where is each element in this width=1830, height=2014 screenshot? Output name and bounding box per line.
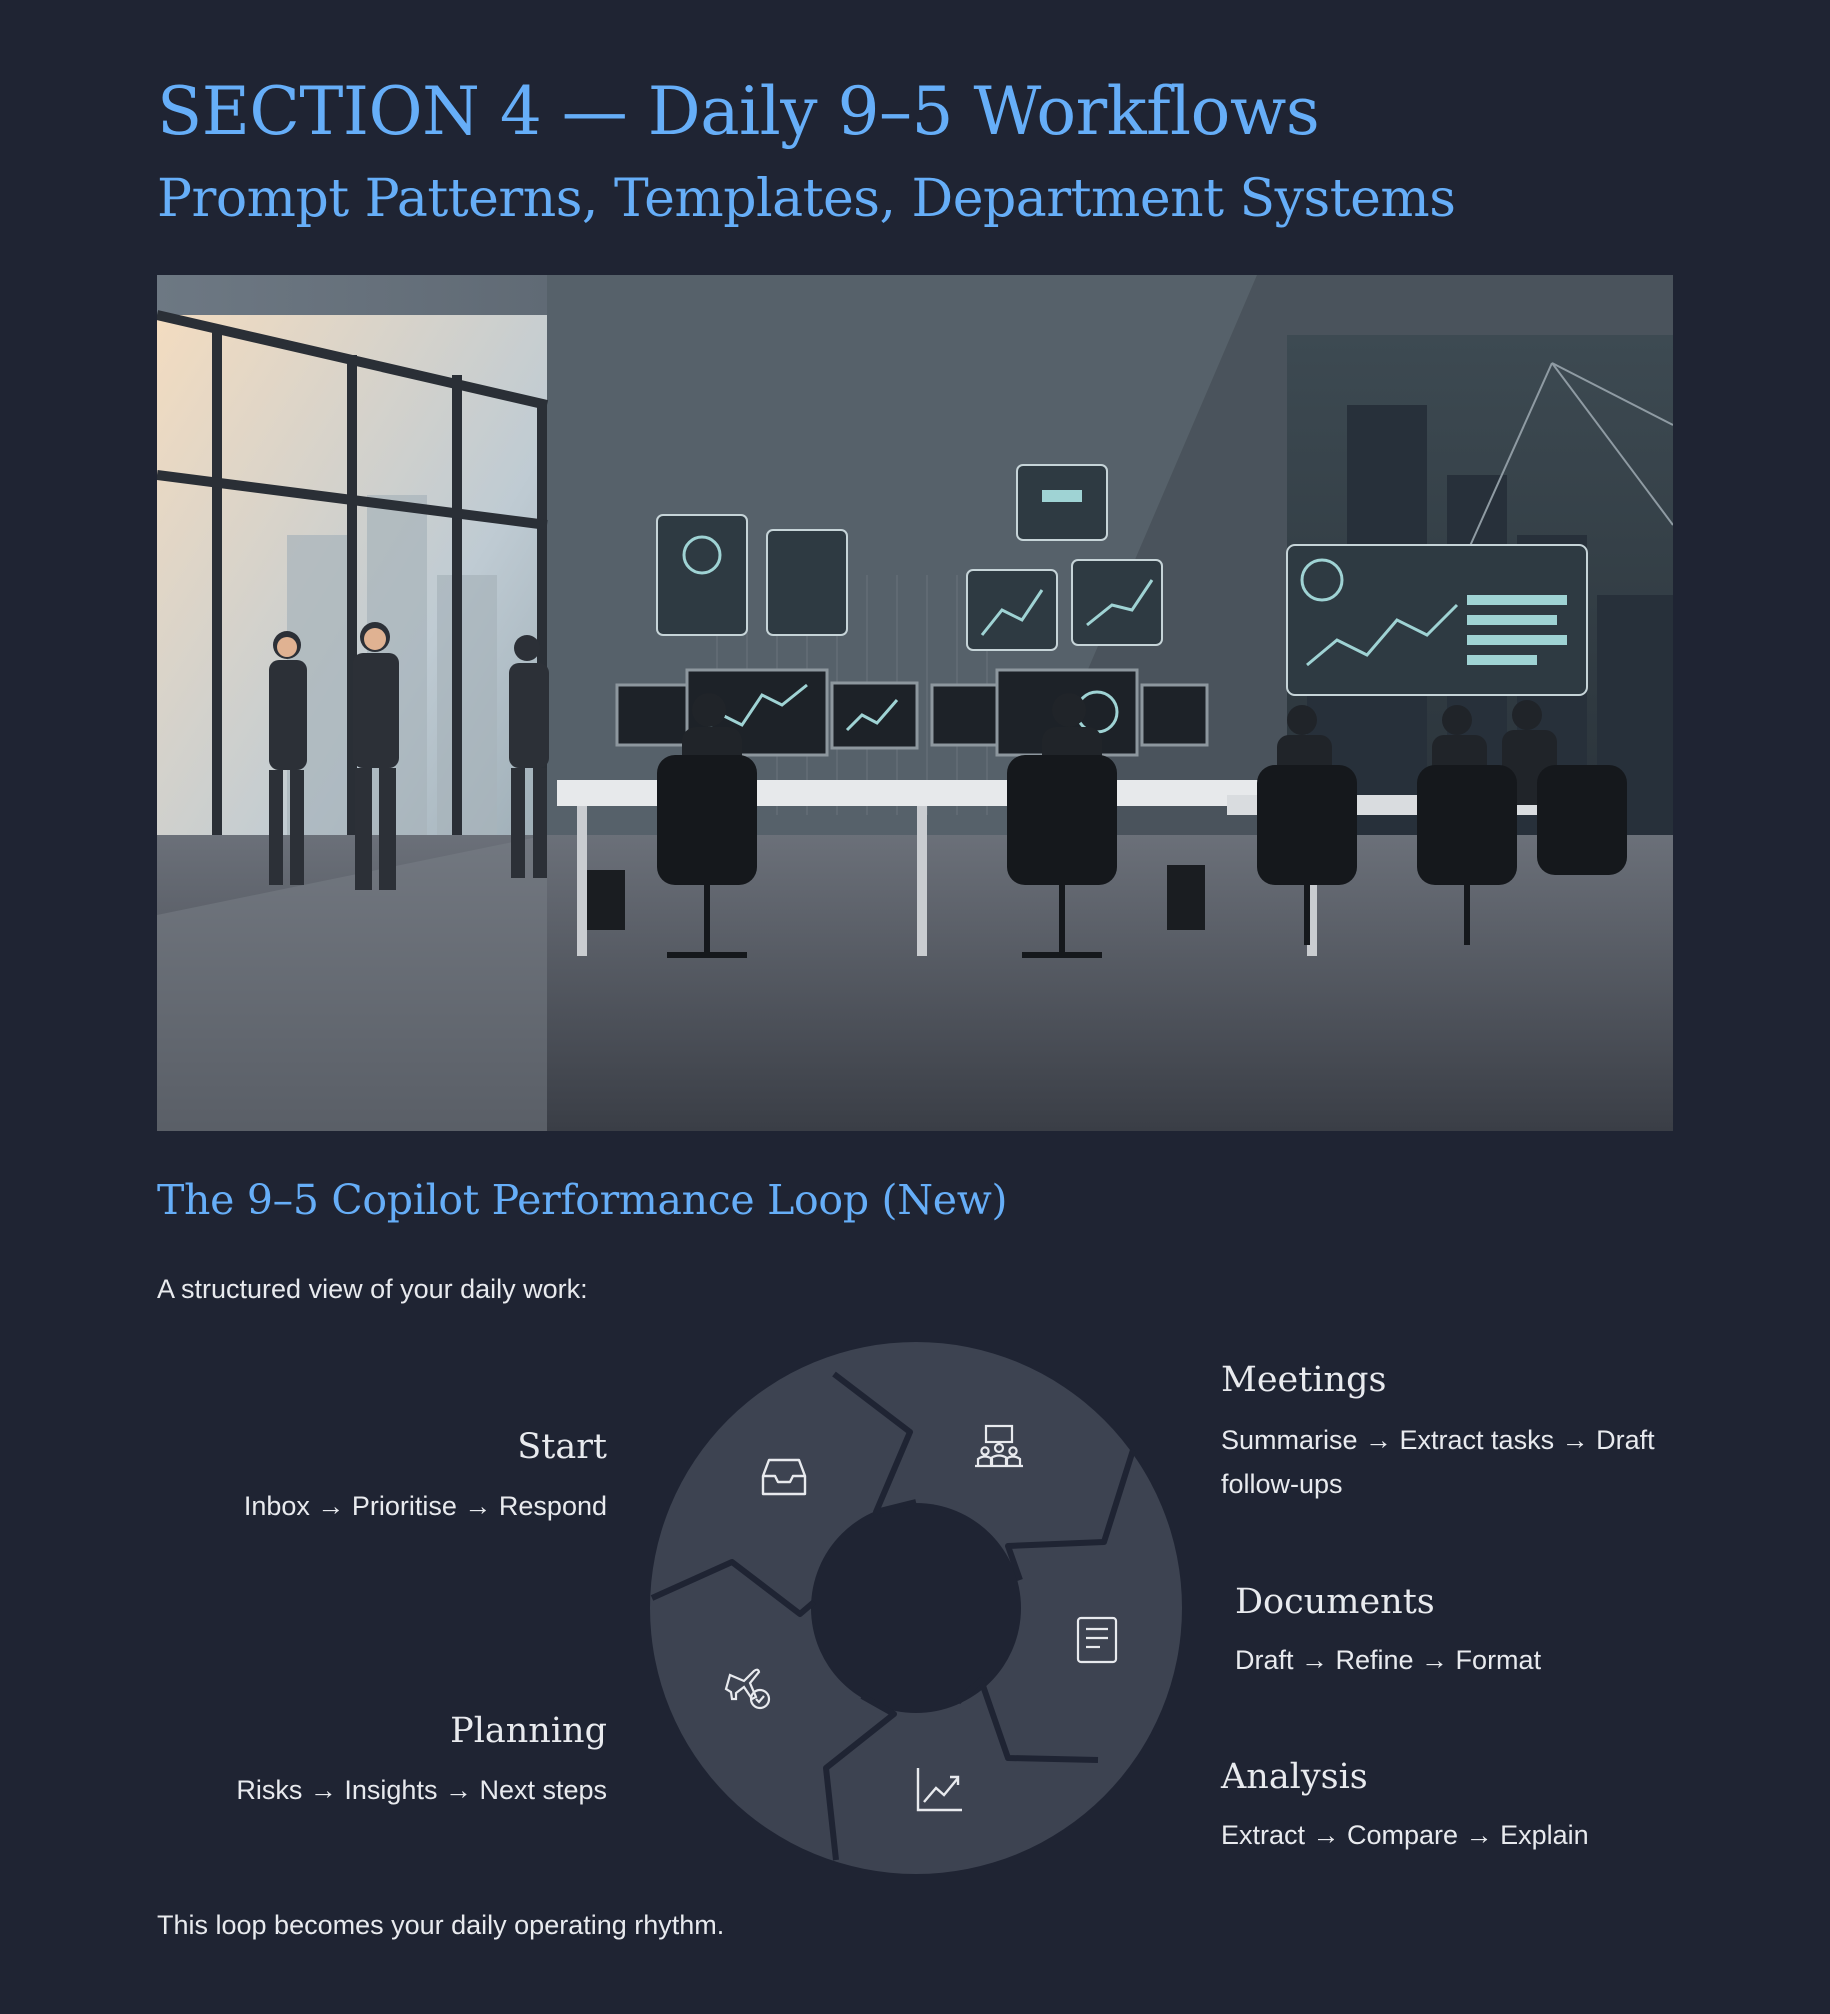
step-label-meetings: Meetings bbox=[1221, 1360, 1387, 1400]
step-label-documents: Documents bbox=[1235, 1582, 1435, 1622]
step-label-analysis: Analysis bbox=[1221, 1757, 1368, 1797]
page-subtitle: Prompt Patterns, Templates, Department Systems bbox=[157, 169, 1456, 229]
step-label-start: Start bbox=[517, 1427, 607, 1467]
loop-outro-text: This loop becomes your daily operating rhythm. bbox=[157, 1910, 725, 1940]
step-flow-planning: Risks → Insights → Next steps bbox=[236, 1775, 607, 1805]
loop-heading: The 9–5 Copilot Performance Loop (New) bbox=[157, 1176, 1008, 1224]
loop-wheel bbox=[648, 1340, 1184, 1876]
step-label-planning: Planning bbox=[450, 1711, 607, 1751]
wheel-center bbox=[811, 1503, 1021, 1713]
hero-image bbox=[157, 275, 1673, 1131]
step-flow-meetings: Summarise → Extract tasks → Draft follow-ups bbox=[1221, 1425, 1655, 1499]
loop-intro-text: A structured view of your daily work: bbox=[157, 1274, 588, 1304]
step-flow-start: Inbox → Prioritise → Respond bbox=[243, 1491, 607, 1521]
step-flow-documents: Draft → Refine → Format bbox=[1235, 1645, 1542, 1675]
page-title: SECTION 4 — Daily 9–5 Workflows bbox=[157, 73, 1320, 150]
step-flow-analysis: Extract → Compare → Explain bbox=[1221, 1820, 1589, 1850]
